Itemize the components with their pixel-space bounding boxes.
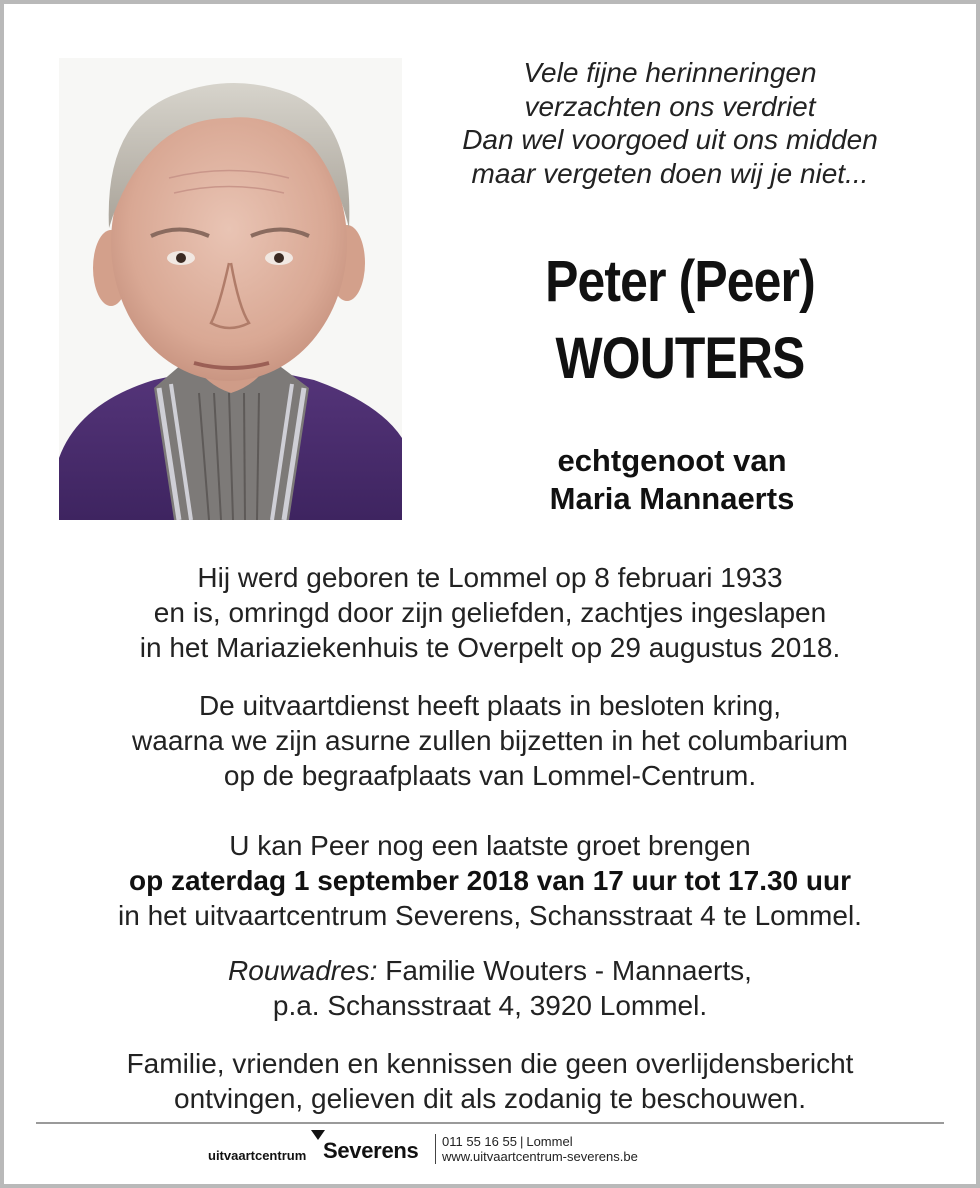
poem-line: Dan wel voorgoed uit ons midden xyxy=(462,124,878,155)
funeral-paragraph xyxy=(40,688,940,793)
poem-line: Vele fijne herinneringen xyxy=(523,57,817,88)
spouse-name: Maria Mannaerts xyxy=(549,481,795,516)
footer-divider xyxy=(36,1122,944,1124)
contact-line: 011 55 16 55 | Lommel xyxy=(442,1134,573,1149)
deceased-last-name: WOUTERS xyxy=(555,326,805,391)
visitation-datetime: op zaterdag 1 september 2018 van 17 uur tot 17.30 uur xyxy=(128,865,852,896)
poem-line: maar vergeten doen wij je niet... xyxy=(471,157,869,189)
paragraph-line: De uitvaartdienst heeft plaats in besloten kring, xyxy=(198,690,782,721)
address-paragraph xyxy=(40,953,940,1023)
address-street: p.a. Schansstraat 4, 3920 Lommel. xyxy=(272,990,708,1021)
address-label: Rouwadres: xyxy=(228,955,378,986)
paragraph-line: op de begraafplaats van Lommel-Centrum. xyxy=(223,760,757,791)
phone-number[interactable]: 011 55 16 55 xyxy=(442,1134,517,1149)
paragraph-line: waarna we zijn asurne zullen bijzetten in het columbarium xyxy=(132,725,848,756)
footer-contact xyxy=(442,1134,638,1164)
memorial-poem xyxy=(420,56,920,190)
birth-death-paragraph xyxy=(40,560,940,665)
footer-separator xyxy=(435,1134,436,1164)
address-line xyxy=(40,953,940,988)
website-link[interactable]: www.uitvaartcentrum-severens.be xyxy=(442,1149,638,1164)
city: Lommel xyxy=(526,1134,573,1149)
paragraph-line: Hij werd geboren te Lommel op 8 februari 1933 xyxy=(197,562,783,593)
address-family: Familie Wouters - Mannaerts, xyxy=(385,955,752,986)
relation-label: echtgenoot van xyxy=(557,443,787,478)
visitation-intro: U kan Peer nog een laatste groet brengen xyxy=(229,830,751,861)
poem-line: verzachten ons verdriet xyxy=(524,90,816,122)
visitation-paragraph xyxy=(40,828,940,933)
visitation-location: in het uitvaartcentrum Severens, Schansstraat 4 te Lommel. xyxy=(118,900,862,931)
paragraph-line: in het Mariaziekenhuis te Overpelt op 29 augustus 2018. xyxy=(139,632,841,663)
spouse-block xyxy=(430,442,914,518)
brand-name: Severens xyxy=(323,1138,419,1163)
deceased-first-name: Peter (Peer) xyxy=(545,249,815,314)
paragraph-line: en is, omringd door zijn geliefden, zachtjes ingeslapen xyxy=(153,597,827,628)
brand-prefix: uitvaartcentrum xyxy=(208,1148,307,1163)
paragraph-line: ontvingen, gelieven dit als zodanig te beschouwen. xyxy=(174,1083,806,1114)
notice-paragraph xyxy=(40,1046,940,1116)
paragraph-line: Familie, vrienden en kennissen die geen overlijdensbericht xyxy=(126,1048,854,1079)
portrait-photo xyxy=(59,58,402,520)
